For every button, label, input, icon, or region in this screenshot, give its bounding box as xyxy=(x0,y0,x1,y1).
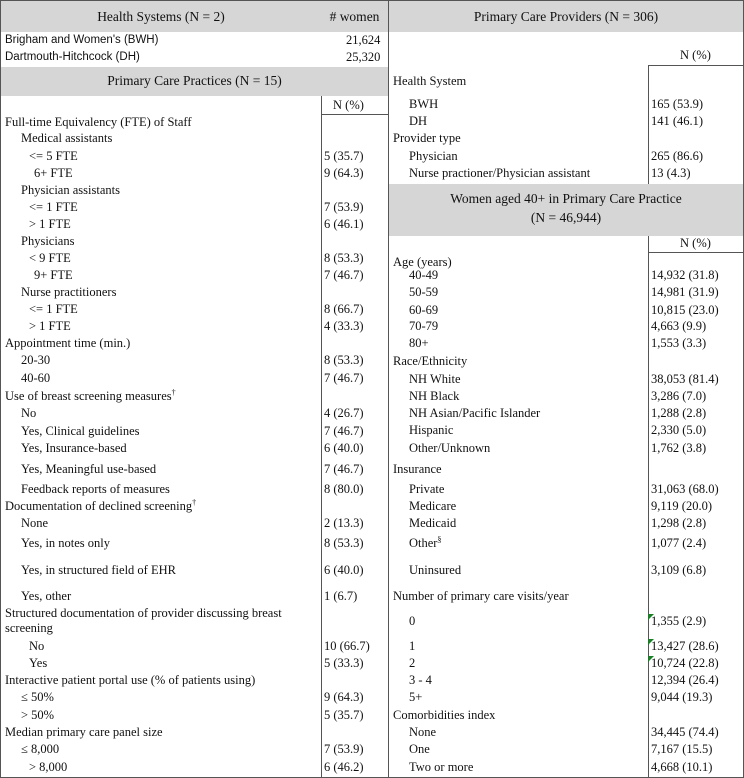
row-label xyxy=(409,499,456,514)
row-label-text: Yes, in notes only xyxy=(21,536,111,550)
row-label-text: NH White xyxy=(409,372,461,386)
practices-header: Primary Care Practices (N = 15) xyxy=(107,73,282,88)
table-row xyxy=(1,251,388,268)
row-label xyxy=(21,536,110,551)
row-label-text: Race/Ethnicity xyxy=(393,354,468,368)
row-label-text: None xyxy=(409,725,437,739)
row-label-text: Private xyxy=(409,482,445,496)
row-label xyxy=(409,303,438,318)
row-value: 7 (46.7) xyxy=(324,268,364,282)
row-label xyxy=(29,251,71,266)
row-label-text: 6+ FTE xyxy=(34,166,73,180)
row-label xyxy=(409,536,441,551)
row-value: 10,815 (23.0) xyxy=(651,303,719,317)
comment-marker-icon xyxy=(648,614,654,620)
system-row xyxy=(1,32,388,49)
row-label xyxy=(5,499,196,514)
row-value: 34,445 (74.4) xyxy=(651,725,719,739)
table-row xyxy=(1,441,388,458)
women-header-line1: Women aged 40+ in Primary Care Practice xyxy=(450,191,682,206)
women-n-pct-label: N (%) xyxy=(680,236,711,250)
row-label-text: > 1 FTE xyxy=(29,217,71,231)
row-label-text: 80+ xyxy=(409,336,429,350)
row-label-text: Provider type xyxy=(393,131,461,145)
row-label-text: Age (years) xyxy=(393,255,452,269)
row-label-text: None xyxy=(21,516,49,530)
row-value: 8 (80.0) xyxy=(324,482,364,496)
row-label xyxy=(409,742,430,757)
women-header-line2: (N = 46,944) xyxy=(530,210,602,225)
row-label xyxy=(21,285,116,300)
table-row xyxy=(389,372,743,389)
table-row xyxy=(1,319,388,336)
system-row xyxy=(1,49,388,66)
row-label xyxy=(409,516,456,531)
table-row xyxy=(389,708,743,725)
row-value: 2,330 (5.0) xyxy=(651,423,707,437)
row-label-text: Median primary care panel size xyxy=(5,725,163,739)
comment-marker-icon xyxy=(648,656,654,662)
row-label xyxy=(409,268,438,283)
row-label-text: 40-49 xyxy=(409,268,439,282)
row-label xyxy=(21,234,74,249)
row-label xyxy=(409,406,540,421)
row-label-text: 0 xyxy=(409,614,416,628)
table-row xyxy=(389,336,743,353)
row-label-text: 2 xyxy=(409,656,416,670)
table-row xyxy=(1,353,388,370)
row-label xyxy=(29,760,67,775)
table-row xyxy=(1,516,388,533)
row-value: 8 (53.3) xyxy=(324,251,364,265)
row-value: 4 (33.3) xyxy=(324,319,364,333)
footnote-marker: † xyxy=(171,387,176,397)
table-row xyxy=(1,234,388,251)
table-row xyxy=(389,725,743,742)
row-label xyxy=(21,424,140,439)
row-label xyxy=(5,389,176,404)
providers-header: Primary Care Providers (N = 306) xyxy=(473,9,659,24)
table-row xyxy=(1,285,388,302)
row-value: 1 (6.7) xyxy=(324,589,358,603)
row-label-text: Physicians xyxy=(21,234,75,248)
row-label xyxy=(21,462,156,477)
row-value: 6 (40.0) xyxy=(324,441,364,455)
table-row xyxy=(389,462,743,479)
row-label-text: Yes, Meaningful use-based xyxy=(21,462,157,476)
row-label xyxy=(409,166,590,181)
table-row xyxy=(389,673,743,690)
table-row xyxy=(1,690,388,707)
row-label xyxy=(409,389,459,404)
row-label-text: Nurse practioner/Physician assistant xyxy=(409,166,591,180)
row-label-text: Nurse practitioners xyxy=(21,285,117,299)
table-row xyxy=(1,302,388,319)
row-label xyxy=(409,673,432,688)
row-value: 7 (46.7) xyxy=(324,462,364,476)
table-row xyxy=(389,423,743,440)
left-panel xyxy=(1,1,389,777)
row-value: 4 (26.7) xyxy=(324,406,364,420)
table-row xyxy=(1,115,388,132)
row-label xyxy=(29,302,78,317)
row-label-text: <= 1 FTE xyxy=(29,302,78,316)
row-value: 7 (46.7) xyxy=(324,424,364,438)
row-label xyxy=(21,708,54,723)
row-label-text: Yes, Insurance-based xyxy=(21,441,127,455)
row-label-text: Full-time Equivalency (FTE) of Staff xyxy=(5,115,192,129)
table-row xyxy=(389,499,743,516)
table-row xyxy=(1,268,388,285)
health-systems-header: Health Systems (N = 2) xyxy=(97,9,225,24)
row-label-text: Other/Unknown xyxy=(409,441,491,455)
row-label xyxy=(21,353,50,368)
row-label-text: DH xyxy=(409,114,428,128)
table-row xyxy=(389,536,743,553)
row-value: 5 (35.7) xyxy=(324,708,364,722)
row-value: 1,077 (2.4) xyxy=(651,536,707,550)
table-row xyxy=(389,354,743,371)
footnote-marker: § xyxy=(437,534,442,544)
row-value: 7 (53.9) xyxy=(324,742,364,756)
row-label-text: ≤ 8,000 xyxy=(21,742,60,756)
table-row xyxy=(1,183,388,200)
table-row xyxy=(1,536,388,553)
row-label-text: Documentation of declined screening xyxy=(5,499,193,513)
row-label xyxy=(409,760,473,775)
row-label-text: Health System xyxy=(393,74,467,88)
row-label xyxy=(393,131,461,146)
row-label xyxy=(409,423,453,438)
row-value: 165 (53.9) xyxy=(651,97,704,111)
row-value: 14,932 (31.8) xyxy=(651,268,719,282)
table-row xyxy=(389,742,743,759)
table-row xyxy=(389,516,743,533)
row-label xyxy=(393,462,442,477)
row-label xyxy=(409,114,427,129)
table-row xyxy=(389,131,743,148)
row-value: 6 (40.0) xyxy=(324,563,364,577)
row-label xyxy=(29,217,71,232)
row-label-text: Interactive patient portal use (% of patients using) xyxy=(5,673,256,687)
row-value: 13 (4.3) xyxy=(651,166,691,180)
table-row xyxy=(1,742,388,759)
table-row xyxy=(389,114,743,131)
table-row xyxy=(1,639,388,656)
row-label-text: BWH xyxy=(409,97,439,111)
table-row xyxy=(389,166,743,183)
row-label xyxy=(409,97,438,112)
system-value: 21,624 xyxy=(346,33,381,47)
row-value: 14,981 (31.9) xyxy=(651,285,719,299)
row-label xyxy=(21,482,170,497)
row-value: 265 (86.6) xyxy=(651,149,704,163)
table-row xyxy=(1,708,388,725)
row-label xyxy=(21,371,50,386)
row-value: 6 (46.1) xyxy=(324,217,364,231)
row-label xyxy=(34,166,73,181)
row-label-text: Yes xyxy=(29,656,48,670)
table-row xyxy=(1,725,388,742)
row-label-text: Uninsured xyxy=(409,563,462,577)
row-label xyxy=(409,725,436,740)
row-label-text: Physician assistants xyxy=(21,183,120,197)
table-row xyxy=(1,200,388,217)
row-label-text: ≤ 50% xyxy=(21,690,54,704)
table-row xyxy=(1,499,388,516)
provider-n-pct-label: N (%) xyxy=(680,48,711,62)
row-value: 9,119 (20.0) xyxy=(651,499,712,513)
row-label xyxy=(409,149,458,164)
row-value: 8 (66.7) xyxy=(324,302,364,316)
comment-marker-icon xyxy=(648,639,654,645)
row-label xyxy=(5,336,130,351)
row-label-text: One xyxy=(409,742,430,756)
table-row xyxy=(1,482,388,499)
row-label-text: Feedback reports of measures xyxy=(21,482,170,496)
row-label xyxy=(21,742,59,757)
row-value: 7 (53.9) xyxy=(324,200,364,214)
table-row xyxy=(1,589,388,606)
table-row xyxy=(1,563,388,580)
table-row xyxy=(389,614,743,631)
table-row xyxy=(1,166,388,183)
system-label: Brigham and Women's (BWH) xyxy=(5,34,159,46)
row-label-text: Insurance xyxy=(393,462,442,476)
row-label xyxy=(409,372,461,387)
row-label xyxy=(409,285,438,300)
n-pct-label: N (%) xyxy=(333,98,364,112)
table-row xyxy=(389,268,743,285)
row-label xyxy=(409,441,490,456)
row-value: 9,044 (19.3) xyxy=(651,690,713,704)
row-value: 10,724 (22.8) xyxy=(651,656,719,670)
row-label xyxy=(21,589,71,604)
row-label-text: Use of breast screening measures xyxy=(5,389,172,403)
row-value: 1,762 (3.8) xyxy=(651,441,707,455)
row-label-text: Other xyxy=(409,536,438,550)
row-label-text: > 1 FTE xyxy=(29,319,71,333)
row-value: 4,668 (10.1) xyxy=(651,760,713,774)
row-label-text: NH Black xyxy=(409,389,460,403)
row-label xyxy=(29,639,44,654)
row-label-text: NH Asian/Pacific Islander xyxy=(409,406,541,420)
table-row xyxy=(1,149,388,166)
table-row xyxy=(1,424,388,441)
table-row xyxy=(389,74,743,91)
row-label-text: < 9 FTE xyxy=(29,251,71,265)
row-label-text: Appointment time (min.) xyxy=(5,336,131,350)
row-label-text: Medicare xyxy=(409,499,457,513)
row-label xyxy=(393,74,466,89)
row-value: 8 (53.3) xyxy=(324,536,364,550)
row-value: 10 (66.7) xyxy=(324,639,370,653)
table-row xyxy=(389,656,743,673)
row-label xyxy=(393,589,569,604)
row-label xyxy=(29,149,78,164)
row-label xyxy=(409,656,415,671)
row-value: 13,427 (28.6) xyxy=(651,639,719,653)
row-value: 31,063 (68.0) xyxy=(651,482,719,496)
row-label-text: Comorbidities index xyxy=(393,708,496,722)
table-row xyxy=(389,285,743,302)
table-row xyxy=(389,389,743,406)
row-label-text: <= 5 FTE xyxy=(29,149,78,163)
row-label-text: Physician xyxy=(409,149,458,163)
row-label xyxy=(393,354,467,369)
row-value: 7 (46.7) xyxy=(324,371,364,385)
row-label xyxy=(5,725,163,740)
row-label xyxy=(21,563,176,578)
row-label-text: Structured documentation of provider discussing breast screening xyxy=(5,606,282,635)
table-row xyxy=(1,131,388,148)
table-row xyxy=(389,319,743,336)
row-label-text: > 8,000 xyxy=(29,760,68,774)
row-label-text: Medicaid xyxy=(409,516,457,530)
row-label xyxy=(393,708,495,723)
row-label xyxy=(5,606,315,636)
row-label xyxy=(409,336,429,351)
row-label xyxy=(409,319,438,334)
women-n-pct-underline xyxy=(648,252,743,253)
row-label-text: 20-30 xyxy=(21,353,51,367)
row-label-text: <= 1 FTE xyxy=(29,200,78,214)
row-label-text: No xyxy=(29,639,45,653)
table-row xyxy=(389,589,743,606)
row-value: 2 (13.3) xyxy=(324,516,364,530)
provider-n-pct-topline xyxy=(648,65,743,66)
right-panel xyxy=(389,1,743,777)
row-value: 9 (64.3) xyxy=(324,166,364,180)
row-value: 8 (53.3) xyxy=(324,353,364,367)
footnote-marker: † xyxy=(192,497,197,507)
table-row xyxy=(389,303,743,320)
row-value: 9 (64.3) xyxy=(324,690,364,704)
row-label xyxy=(34,268,73,283)
row-value: 7,167 (15.5) xyxy=(651,742,713,756)
table-row xyxy=(1,760,388,777)
row-label-text: 1 xyxy=(409,639,416,653)
row-value: 38,053 (81.4) xyxy=(651,372,719,386)
row-value: 1,288 (2.8) xyxy=(651,406,707,420)
table-row xyxy=(389,149,743,166)
row-label-text: > 50% xyxy=(21,708,55,722)
row-value: 3,286 (7.0) xyxy=(651,389,707,403)
table-row xyxy=(1,217,388,234)
row-label-text: 60-69 xyxy=(409,303,439,317)
row-value: 1,553 (3.3) xyxy=(651,336,707,350)
row-label xyxy=(5,673,255,688)
table-row xyxy=(1,389,388,406)
table-row xyxy=(1,656,388,673)
women-count-header: # women xyxy=(329,9,380,24)
row-label-text: 40-60 xyxy=(21,371,51,385)
row-value: 5 (35.7) xyxy=(324,149,364,163)
system-value: 25,320 xyxy=(346,50,381,64)
row-label xyxy=(409,614,415,629)
row-label xyxy=(21,690,54,705)
row-label xyxy=(409,563,461,578)
row-label-text: Medical assistants xyxy=(21,131,113,145)
row-value: 4,663 (9.9) xyxy=(651,319,707,333)
table-row xyxy=(389,760,743,777)
row-value: 1,355 (2.9) xyxy=(651,614,707,628)
table-row xyxy=(1,673,388,690)
row-label-text: 3 - 4 xyxy=(409,673,432,687)
row-label-text: 9+ FTE xyxy=(34,268,73,282)
row-value: 6 (46.2) xyxy=(324,760,364,774)
row-label-text: Yes, other xyxy=(21,589,72,603)
row-label xyxy=(409,639,415,654)
table-row xyxy=(389,406,743,423)
table-row xyxy=(1,336,388,353)
row-value: 12,394 (26.4) xyxy=(651,673,719,687)
table-row xyxy=(389,97,743,114)
row-value: 3,109 (6.8) xyxy=(651,563,707,577)
table-row xyxy=(1,371,388,388)
row-label xyxy=(29,200,78,215)
row-label-text: Two or more xyxy=(409,760,474,774)
row-value: 1,298 (2.8) xyxy=(651,516,707,530)
row-label xyxy=(21,441,127,456)
row-label-text: 70-79 xyxy=(409,319,439,333)
table-row xyxy=(389,563,743,580)
row-label xyxy=(409,690,422,705)
row-value: 141 (46.1) xyxy=(651,114,704,128)
row-label xyxy=(29,319,71,334)
table-row xyxy=(1,462,388,479)
row-label xyxy=(21,131,112,146)
table-row xyxy=(389,441,743,458)
table-row xyxy=(389,482,743,499)
row-label xyxy=(5,115,192,130)
row-label-text: No xyxy=(21,406,37,420)
row-label-text: Yes, Clinical guidelines xyxy=(21,424,140,438)
row-label xyxy=(21,183,120,198)
table-row xyxy=(1,606,388,638)
table-row xyxy=(389,690,743,707)
row-label-text: Hispanic xyxy=(409,423,454,437)
row-label-text: Yes, in structured field of EHR xyxy=(21,563,176,577)
row-label-text: 5+ xyxy=(409,690,423,704)
table-row xyxy=(1,406,388,423)
system-label: Dartmouth-Hitchcock (DH) xyxy=(5,51,140,63)
row-label xyxy=(29,656,47,671)
row-label xyxy=(21,516,48,531)
row-label-text: Number of primary care visits/year xyxy=(393,589,569,603)
row-value: 5 (33.3) xyxy=(324,656,364,670)
row-label xyxy=(409,482,444,497)
row-label-text: 50-59 xyxy=(409,285,439,299)
row-label xyxy=(21,406,36,421)
table-row xyxy=(389,639,743,656)
